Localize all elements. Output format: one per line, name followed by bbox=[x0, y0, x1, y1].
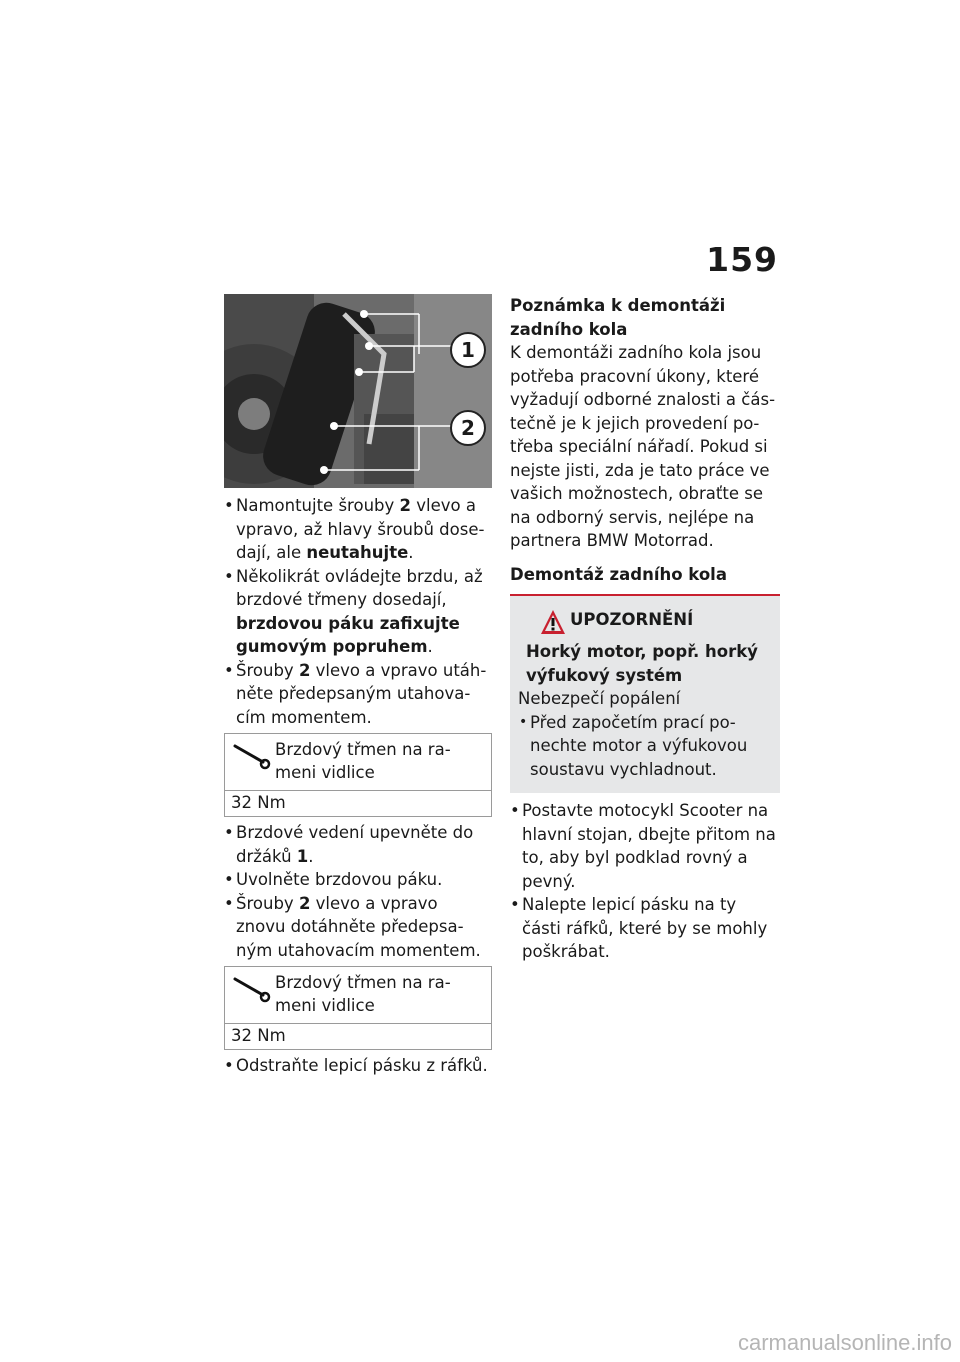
steps-list-2 bbox=[224, 821, 492, 962]
steps-list-3 bbox=[224, 1054, 492, 1078]
warning-triangle-icon bbox=[540, 608, 566, 636]
list-item: • Šrouby 2 vlevo a vpravo znovu dotáhněte předepsaným utahovacím momentem. bbox=[224, 892, 492, 963]
brake-caliper-illustration bbox=[224, 294, 492, 488]
torque-wrench-icon bbox=[233, 975, 271, 1003]
steps-list-right bbox=[510, 799, 780, 964]
list-item: • Uvolněte brzdovou páku. bbox=[224, 868, 492, 892]
callout-2: 2 bbox=[450, 410, 486, 446]
warning-box bbox=[510, 596, 780, 793]
warning-danger: Nebezpečí popálení bbox=[518, 689, 681, 708]
list-item: • Před započetím prací ponechte motor a výfukovou soustavu vychladnout. bbox=[518, 711, 772, 782]
torque-value: 32 Nm bbox=[231, 793, 286, 812]
list-item: • Odstraňte lepicí pásku z ráfků. bbox=[224, 1054, 492, 1078]
list-item: • Namontujte šrouby 2 vlevo a vpravo, až hlavy šroubů dosedají, ale neutahujte. bbox=[224, 494, 492, 565]
section-heading: Demontáž zadního kola bbox=[510, 564, 727, 584]
note-heading: Poznámka k demontáži zadního kola bbox=[510, 296, 726, 339]
warning-list bbox=[518, 711, 772, 782]
torque-spec-1 bbox=[224, 733, 492, 817]
torque-spec-2 bbox=[224, 966, 492, 1050]
warning-title: UPOZORNĚNÍ bbox=[570, 610, 694, 629]
left-column bbox=[224, 294, 492, 1078]
page-number: 159 bbox=[706, 240, 778, 279]
brake-caliper-figure bbox=[224, 294, 492, 488]
right-column bbox=[510, 294, 780, 964]
warning-hazard: Horký motor, popř. horký výfukový systém bbox=[526, 642, 758, 685]
steps-list-1 bbox=[224, 494, 492, 729]
torque-value: 32 Nm bbox=[231, 1026, 286, 1045]
list-item: • Šrouby 2 vlevo a vpravo utáhněte předepsaným utahovacím momentem. bbox=[224, 659, 492, 730]
torque-label: Brzdový třmen na rameni vidlice bbox=[275, 973, 451, 1015]
torque-wrench-icon bbox=[233, 742, 271, 770]
list-item: • Postavte motocykl Scooter na hlavní stojan, dbejte přitom na to, aby byl podklad rovný a pevný. bbox=[510, 799, 780, 893]
torque-label: Brzdový třmen na rameni vidlice bbox=[275, 740, 451, 782]
list-item: • Brzdové vedení upevněte do držáků 1. bbox=[224, 821, 492, 868]
watermark: carmanualsonline.info bbox=[737, 1330, 952, 1355]
list-item: • Několikrát ovládejte brzdu, až brzdové třmeny dosedají, brzdovou páku zafixujte gumovým popruhem. bbox=[224, 565, 492, 659]
note-text: K demontáži zadního kola jsou potřeba pracovní úkony, které vyžadují odborné znalosti a částečně je k jejich provedení potřeba speciální nářadí. Pokud si nejste jisti, zda je tato práce ve vašich možnostech, obraťte se na odborný servis, nejlépe na partnera BMW Motorrad. bbox=[510, 343, 776, 550]
callout-1: 1 bbox=[450, 332, 486, 368]
list-item: • Nalepte lepicí pásku na ty části ráfků, které by se mohly poškrábat. bbox=[510, 893, 780, 964]
